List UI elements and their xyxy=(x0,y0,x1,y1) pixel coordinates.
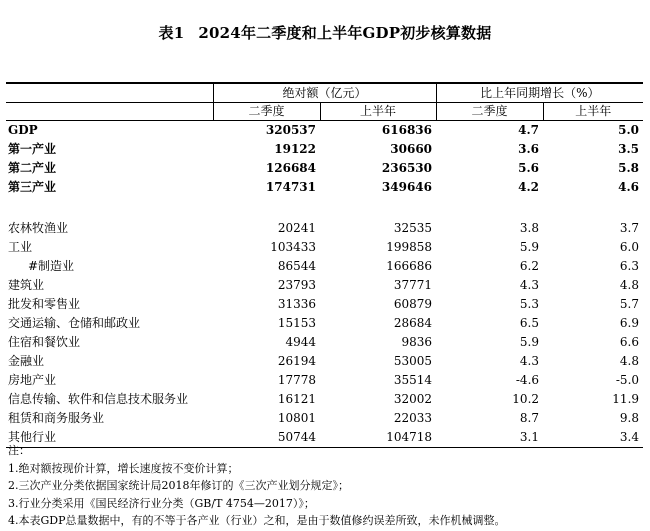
value-growth-h1: 3.4 xyxy=(543,428,643,448)
value-growth-h1: 5.0 xyxy=(618,123,640,137)
value-growth-q2: 8.7 xyxy=(519,411,540,425)
value-growth-q2: 4.7 xyxy=(518,123,540,137)
value-abs-q2: 126684 xyxy=(265,161,316,175)
table-body xyxy=(6,121,643,448)
value-abs-h1: 104718 xyxy=(320,428,436,448)
note-line: 4.本表GDP总量数据中，有的不等于各产业（行业）之和，是由于数值修约误差所致，未作机械调整。 xyxy=(8,514,506,527)
value-growth-h1: 9.8 xyxy=(619,411,640,425)
value-growth-h1: 6.6 xyxy=(619,335,640,349)
value-growth-q2: 6.2 xyxy=(519,259,540,273)
table-row xyxy=(6,371,643,390)
note-line: 3.行业分类采用《国民经济行业分类（GB/T 4754—2017）》； xyxy=(8,496,315,510)
table-title-text: 2024年二季度和上半年GDP初步核算数据 xyxy=(198,24,492,42)
value-growth-h1: -5.0 xyxy=(615,373,640,387)
value-abs-h1: 53005 xyxy=(393,354,433,368)
table-row xyxy=(6,140,643,159)
row-name: 房地产业 xyxy=(8,373,57,387)
value-abs-h1: 35514 xyxy=(393,373,433,387)
header-blank-2 xyxy=(6,103,213,121)
value-growth-q2: 3.6 xyxy=(518,142,540,156)
table-row xyxy=(6,121,643,141)
notes xyxy=(8,442,644,530)
table-row xyxy=(6,238,643,257)
row-name: 第二产业 xyxy=(8,161,57,175)
value-growth-q2: 3.8 xyxy=(519,221,540,235)
table-row xyxy=(6,409,643,428)
header-growth-q2: 二季度 xyxy=(436,103,543,121)
table-title xyxy=(0,22,650,43)
value-growth-q2: 6.5 xyxy=(519,316,540,330)
value-abs-h1: 32535 xyxy=(393,221,433,235)
value-abs-q2: 20241 xyxy=(277,221,316,235)
value-growth-h1: 4.6 xyxy=(618,180,640,194)
row-name: 第一产业 xyxy=(8,142,57,156)
row-name: 金融业 xyxy=(8,354,45,368)
value-growth-q2: 3.1 xyxy=(436,428,543,448)
value-abs-h1: 32002 xyxy=(393,392,433,406)
value-abs-q2: 174731 xyxy=(265,180,316,194)
value-abs-q2: 50744 xyxy=(213,428,320,448)
header-absolute: 绝对额（亿元） xyxy=(213,83,436,103)
table-row xyxy=(6,390,643,409)
value-growth-h1: 11.9 xyxy=(612,392,640,406)
value-abs-h1: 166686 xyxy=(386,259,433,273)
value-abs-h1: 236530 xyxy=(381,161,433,175)
value-abs-q2: 4944 xyxy=(285,335,316,349)
value-abs-h1: 30660 xyxy=(390,142,433,156)
value-growth-h1: 5.8 xyxy=(618,161,640,175)
value-growth-h1: 6.3 xyxy=(619,259,640,273)
value-abs-q2: 23793 xyxy=(277,278,316,292)
value-abs-q2: 19122 xyxy=(274,142,316,156)
table-row xyxy=(6,219,643,238)
value-abs-h1: 199858 xyxy=(386,240,433,254)
table-row xyxy=(6,333,643,352)
spacer-row xyxy=(6,197,643,219)
value-abs-h1: 28684 xyxy=(393,316,433,330)
value-growth-h1: 3.5 xyxy=(618,142,640,156)
value-abs-q2: 86544 xyxy=(277,259,316,273)
note-line: 1.绝对额按现价计算，增长速度按不变价计算； xyxy=(8,461,239,475)
header-blank xyxy=(6,83,213,103)
value-abs-q2: 15153 xyxy=(277,316,316,330)
table-row xyxy=(6,295,643,314)
row-name: 第三产业 xyxy=(8,180,57,194)
value-abs-q2: 31336 xyxy=(277,297,316,311)
header-growth: 比上年同期增长（%） xyxy=(436,83,643,103)
row-name: 交通运输、仓储和邮政业 xyxy=(8,316,141,330)
row-name: 其他行业 xyxy=(6,428,213,448)
row-name: 工业 xyxy=(8,240,33,254)
value-abs-q2: 17778 xyxy=(277,373,316,387)
header-growth-h1: 上半年 xyxy=(543,103,643,121)
row-name: #制造业 xyxy=(28,259,75,273)
table-row xyxy=(6,314,643,333)
row-name: 信息传输、软件和信息技术服务业 xyxy=(8,392,189,406)
table-row xyxy=(6,276,643,295)
row-name: 租赁和商务服务业 xyxy=(8,411,105,425)
value-growth-q2: 5.9 xyxy=(519,335,540,349)
note-line: 注： xyxy=(8,444,30,457)
value-growth-h1: 6.9 xyxy=(619,316,640,330)
note-line: 2.三次产业分类依据国家统计局2018年修订的《三次产业划分规定》； xyxy=(8,479,349,492)
value-growth-h1: 6.0 xyxy=(619,240,640,254)
value-growth-q2: 5.9 xyxy=(519,240,540,254)
value-abs-h1: 616836 xyxy=(381,123,433,137)
header-abs-q2: 二季度 xyxy=(213,103,320,121)
value-growth-h1: 4.8 xyxy=(619,354,640,368)
value-growth-q2: 5.6 xyxy=(518,161,540,175)
value-abs-h1: 349646 xyxy=(381,180,433,194)
gdp-table xyxy=(6,82,643,448)
value-growth-h1: 5.7 xyxy=(619,297,640,311)
value-growth-q2: -4.6 xyxy=(515,373,540,387)
value-growth-h1: 3.7 xyxy=(619,221,640,235)
row-name: 批发和零售业 xyxy=(8,297,81,311)
value-abs-h1: 60879 xyxy=(393,297,433,311)
value-abs-q2: 103433 xyxy=(270,240,316,254)
table-row xyxy=(6,352,643,371)
row-name: GDP xyxy=(8,123,38,137)
value-abs-q2: 26194 xyxy=(277,354,316,368)
value-abs-h1: 37771 xyxy=(393,278,433,292)
table-row xyxy=(6,159,643,178)
table-row xyxy=(6,257,643,276)
header-abs-h1: 上半年 xyxy=(320,103,436,121)
table-row xyxy=(6,178,643,197)
row-name: 建筑业 xyxy=(8,278,45,292)
value-abs-q2: 10801 xyxy=(277,411,316,425)
value-growth-q2: 4.3 xyxy=(519,278,540,292)
value-growth-h1: 4.8 xyxy=(619,278,640,292)
value-growth-q2: 4.3 xyxy=(519,354,540,368)
value-abs-q2: 320537 xyxy=(265,123,316,137)
value-growth-q2: 5.3 xyxy=(519,297,540,311)
value-growth-q2: 10.2 xyxy=(512,392,540,406)
table-number: 表1 xyxy=(158,24,185,42)
value-abs-q2: 16121 xyxy=(277,392,316,406)
row-name: 农林牧渔业 xyxy=(8,221,69,235)
value-abs-h1: 22033 xyxy=(393,411,433,425)
row-name: 住宿和餐饮业 xyxy=(8,335,81,349)
value-abs-h1: 9836 xyxy=(401,335,433,349)
value-growth-q2: 4.2 xyxy=(518,180,540,194)
